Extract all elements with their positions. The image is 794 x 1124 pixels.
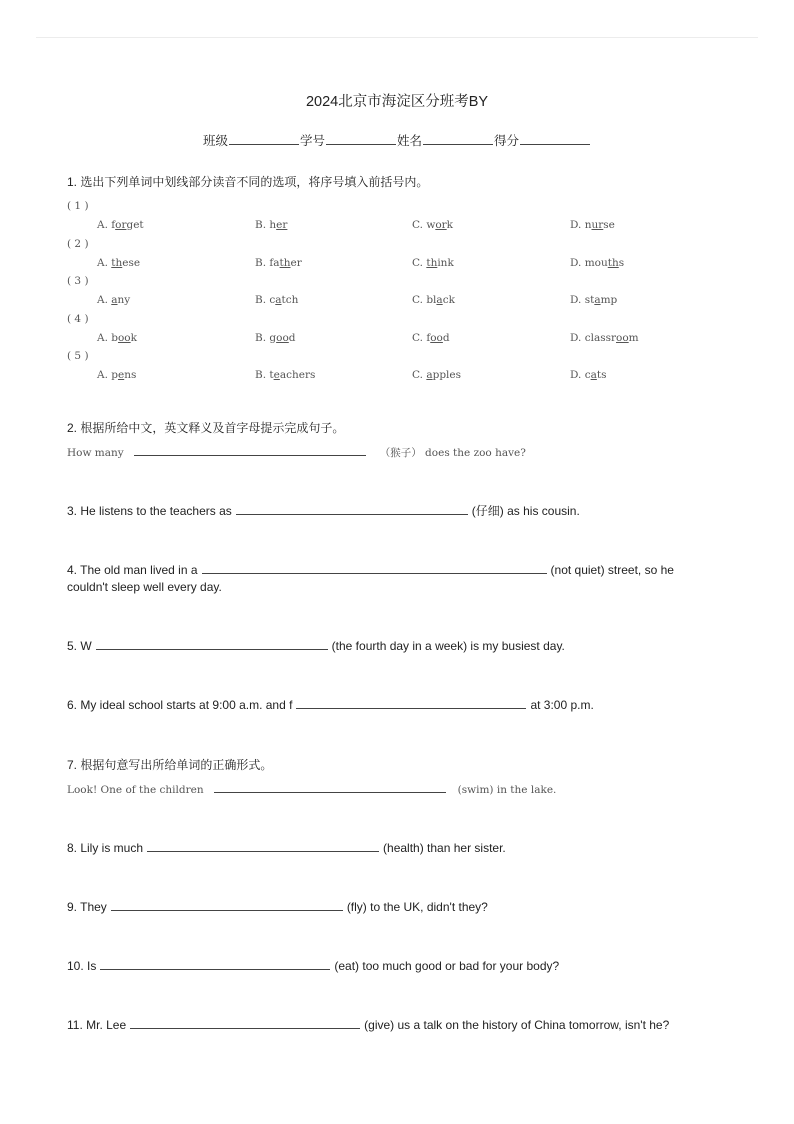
- underlined-part: a: [594, 294, 601, 306]
- q7-prompt: 7. 根据句意写出所给单词的正确形式。: [67, 758, 273, 772]
- name-label: 姓名: [397, 134, 423, 148]
- underlined-part: th: [279, 256, 291, 269]
- q6-sentence: [67, 697, 594, 714]
- q4-before: 4. The old man lived in a: [67, 563, 198, 577]
- option-text: A.: [97, 294, 112, 306]
- option-text: d: [442, 331, 450, 344]
- q10-sentence: [67, 958, 559, 975]
- option-text: m: [628, 331, 639, 344]
- q5-blank[interactable]: [96, 638, 328, 650]
- option-text: A. b: [97, 331, 118, 344]
- underlined-part: oo: [430, 331, 443, 344]
- option-text: D. c: [570, 369, 591, 381]
- q7-blank[interactable]: [214, 781, 446, 793]
- q2-after: （猴子） does the zoo have?: [379, 447, 526, 459]
- option-text: C. w: [412, 219, 436, 231]
- option-text: ny: [117, 294, 131, 306]
- option-text: B. g: [255, 331, 277, 344]
- q4-after: (not quiet) street, so he: [550, 563, 674, 577]
- underlined-part: oo: [117, 331, 131, 344]
- underlined-part: e: [117, 369, 125, 381]
- class-label: 班级: [202, 134, 228, 148]
- option-text: s: [618, 256, 625, 269]
- option-text: C. bl: [412, 294, 437, 306]
- q1-option[interactable]: [570, 332, 639, 344]
- option-text: get: [126, 219, 144, 231]
- q1-option[interactable]: [255, 332, 296, 344]
- q1-option[interactable]: [412, 257, 454, 269]
- option-text: tch: [281, 294, 299, 306]
- q1-option[interactable]: [97, 294, 130, 306]
- q1-option[interactable]: [97, 332, 137, 344]
- q2-before: How many: [67, 447, 124, 459]
- q10-after: (eat) too much good or bad for your body?: [334, 959, 560, 973]
- option-text: D. st: [570, 294, 595, 306]
- option-text: er: [290, 256, 302, 269]
- q8-before: 8. Lily is much: [67, 841, 144, 855]
- q1-group-number: ( 4 ): [67, 312, 89, 325]
- underlined-part: a: [590, 369, 597, 381]
- q1-option[interactable]: [255, 294, 298, 306]
- underlined-part: or: [115, 219, 127, 231]
- score-label: 得分: [494, 134, 520, 148]
- q8-blank[interactable]: [147, 840, 379, 852]
- q9-after: (fly) to the UK, didn't they?: [346, 900, 488, 914]
- q10-blank[interactable]: [100, 958, 330, 970]
- q7-after: (swim) in the lake.: [457, 784, 557, 796]
- option-text: C.: [412, 256, 427, 269]
- q3-after: (仔细) as his cousin.: [471, 504, 580, 518]
- option-text: ese: [122, 256, 141, 269]
- q1-group-number: ( 3 ): [67, 275, 89, 287]
- underlined-part: e: [273, 369, 280, 381]
- option-text: B. fa: [255, 256, 280, 269]
- q9-blank[interactable]: [111, 899, 343, 911]
- underlined-part: oo: [616, 331, 629, 344]
- q3-sentence: [67, 503, 580, 520]
- option-text: ck: [442, 294, 455, 306]
- q1-option[interactable]: [97, 219, 144, 231]
- option-text: d: [288, 331, 296, 344]
- option-text: se: [603, 219, 615, 231]
- q11-blank[interactable]: [130, 1017, 360, 1029]
- underlined-part: a: [111, 294, 118, 306]
- q2-blank[interactable]: [134, 444, 366, 456]
- q1-group-number: ( 2 ): [67, 237, 89, 250]
- q4-line2: couldn't sleep well every day.: [67, 580, 222, 594]
- underlined-part: th: [607, 256, 619, 269]
- option-text: achers: [279, 369, 316, 381]
- q1-option[interactable]: [570, 257, 624, 269]
- q4-blank[interactable]: [202, 562, 547, 574]
- option-text: B. t: [255, 369, 274, 381]
- name-blank[interactable]: [423, 132, 493, 145]
- q1-option[interactable]: [255, 219, 287, 231]
- option-text: pples: [432, 369, 462, 381]
- q3-blank[interactable]: [236, 503, 468, 515]
- page-title: 2024北京市海淀区分班考BY: [305, 94, 489, 110]
- q7-before: Look! One of the children: [67, 784, 204, 796]
- underlined-part: a: [426, 369, 433, 381]
- class-blank[interactable]: [229, 132, 299, 145]
- underlined-part: oo: [276, 331, 289, 344]
- q11-before: 11. Mr. Lee: [67, 1018, 127, 1032]
- underlined-part: th: [426, 256, 438, 269]
- underlined-part: th: [111, 256, 123, 269]
- id-blank[interactable]: [326, 132, 396, 145]
- q6-after: at 3:00 p.m.: [530, 698, 594, 712]
- q8-sentence: [67, 840, 506, 857]
- q4-sentence: [67, 562, 674, 596]
- q10-before: 10. Is: [67, 959, 97, 973]
- option-text: k: [130, 331, 138, 344]
- q1-option[interactable]: [255, 257, 302, 269]
- q1-group-number: ( 1 ): [67, 200, 89, 212]
- q6-blank[interactable]: [296, 697, 526, 709]
- option-text: ns: [124, 369, 137, 381]
- q2-prompt: 2. 根据所给中文，英文释义及首字母提示完成句子。: [67, 421, 345, 435]
- q1-option[interactable]: [412, 332, 450, 344]
- q1-option[interactable]: [97, 369, 136, 381]
- q1-option[interactable]: [255, 369, 315, 381]
- q8-after: (health) than her sister.: [383, 841, 506, 855]
- option-text: mp: [600, 294, 618, 306]
- option-text: ts: [596, 369, 607, 381]
- option-text: A.: [97, 256, 112, 269]
- q1-option[interactable]: [412, 369, 461, 381]
- q1-option[interactable]: [570, 294, 617, 306]
- option-text: C. f: [412, 331, 431, 344]
- option-text: C.: [412, 369, 427, 381]
- score-blank[interactable]: [520, 132, 590, 145]
- id-label: 学号: [299, 134, 325, 148]
- q7-sentence: [67, 781, 556, 799]
- q5-sentence: [67, 638, 565, 655]
- q1-option[interactable]: [412, 219, 453, 231]
- q11-after: (give) us a talk on the history of China tomorrow, isn't he?: [364, 1018, 670, 1032]
- q5-before: 5. W: [67, 639, 92, 653]
- q1-group-number: ( 5 ): [67, 350, 89, 362]
- option-text: k: [446, 219, 454, 231]
- q5-after: (the fourth day in a week) is my busiest day.: [331, 639, 565, 653]
- q1-prompt: 1. 选出下列单词中划线部分读音不同的选项，将序号填入前括号内。: [67, 175, 429, 189]
- underlined-part: or: [435, 219, 447, 231]
- option-text: D. classr: [570, 331, 617, 344]
- q1-option[interactable]: [412, 294, 455, 306]
- option-text: A. p: [97, 369, 118, 381]
- underlined-part: a: [275, 294, 282, 306]
- header-divider: [36, 37, 758, 38]
- student-info-row: [0, 131, 794, 149]
- option-text: B. h: [255, 219, 277, 231]
- q9-before: 9. They: [67, 900, 107, 914]
- underlined-part: er: [276, 219, 288, 231]
- option-text: A. f: [97, 219, 116, 231]
- underlined-part: ur: [591, 219, 604, 231]
- q1-option[interactable]: [570, 369, 606, 381]
- option-text: D. mou: [570, 256, 608, 269]
- q1-option[interactable]: [570, 219, 615, 231]
- option-text: B. c: [255, 294, 276, 306]
- q9-sentence: [67, 899, 488, 916]
- option-text: ink: [437, 256, 454, 269]
- q6-before: 6. My ideal school starts at 9:00 a.m. and f: [67, 698, 293, 712]
- q3-before: 3. He listens to the teachers as: [67, 504, 232, 518]
- option-text: D. n: [570, 219, 592, 231]
- q11-sentence: [67, 1017, 669, 1034]
- q1-option[interactable]: [97, 257, 140, 269]
- q2-sentence: [67, 444, 526, 462]
- underlined-part: a: [436, 294, 443, 306]
